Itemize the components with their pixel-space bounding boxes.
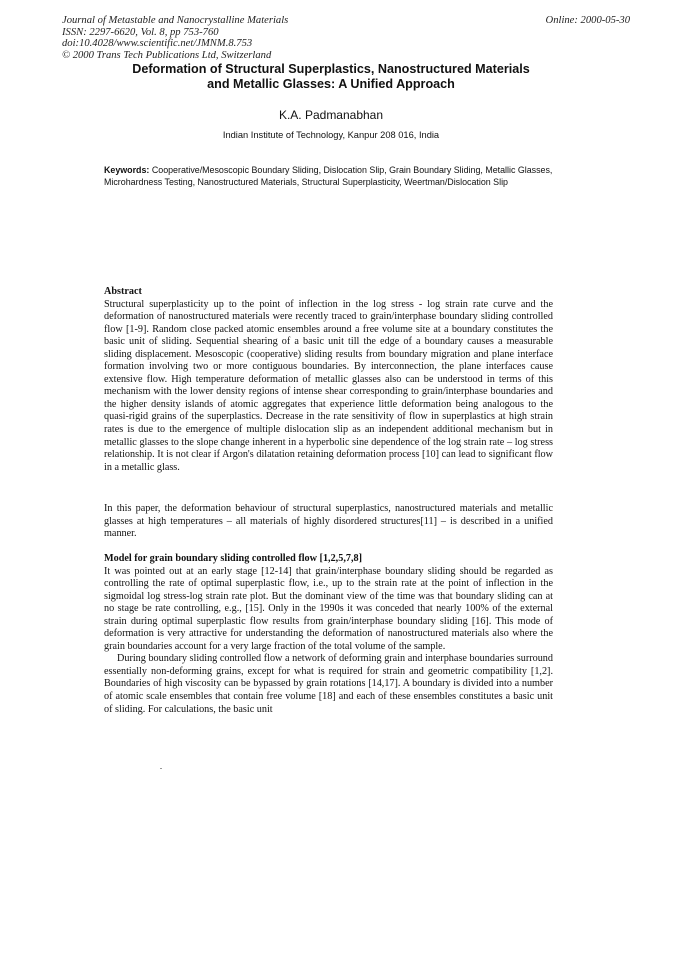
section-paragraph-2: During boundary sliding controlled flow a network of deforming grain and interphase boundaries surround essentially non-deforming grains, except for what is required for strain and geometric compatibility [1,2]. Boundaries of high viscosity can be bypassed by grain rotations [14,17]. A boundary is divided into a number of atomic scale ensembles that contain free volume [18] and each of these ensembles constitutes a basic unit of sliding. For calculations, the basic unit (104, 653, 553, 715)
title-line-2: and Metallic Glasses: A Unified Approach (207, 77, 455, 91)
keywords-text: Cooperative/Mesoscopic Boundary Sliding, Dislocation Slip, Grain Boundary Sliding, Metallic Glasses, Microhardness Testing, Nanostructured Materials, Structural Superplasticity, Weertman/Dislocation Slip (104, 165, 553, 187)
section-paragraph-1: It was pointed out at an early stage [12-14] that grain/interphase boundary sliding should be regarded as controlling the rate of optimal superplastic flow, i.e., up to the strain rate at the point of inflection in the sigmoidal log stress-log strain rate plot. But the dominant view of the time was that boundary sliding can at no stage be rate controlling, e.g., [15]. Only in the 1990s it was conceded that nearly 100% of the external strain during optimal superplastic flow results from grain/interphase boundary sliding [16]. This mode of deformation is very attractive for understanding the deformation of nanostructured materials also where the grain boundaries account for a very large fraction of the total volume of the sample. (104, 565, 553, 652)
affiliation: Indian Institute of Technology, Kanpur 208 016, India (222, 130, 440, 140)
copyright-line: © 2000 Trans Tech Publications Ltd, Switzerland (62, 49, 272, 61)
intro-paragraph: In this paper, the deformation behaviour of structural superplastics, nanostructured materials and metallic glasses at high temperatures – all materials of highly disordered structures[11] – is described in a unified manner. (104, 503, 553, 540)
paper-title (96, 62, 566, 92)
doi-line: doi:10.4028/www.scientific.net/JMNM.8.753 (62, 38, 253, 49)
model-section (104, 553, 553, 716)
online-date: Online: 2000-05-30 (545, 15, 630, 26)
journal-name: Journal of Metastable and Nanocrystalline Materials (62, 15, 289, 26)
abstract-block (104, 286, 553, 474)
keywords-block (104, 165, 554, 188)
issn-line: ISSN: 2297-6620, Vol. 8, pp 753-760 (62, 26, 219, 38)
author-name: K.A. Padmanabhan (278, 108, 384, 122)
abstract-text: Structural superplasticity up to the point of inflection in the log stress - log strain rate curve and the deformation of nanostructured materials were recently traced to grain/interphase boundary sliding controlled flow [1-9]. Random close packed atomic ensembles around a free volume site at a boundary constitutes the basic unit of sliding. Sequential shearing of a basic unit till the edge of a boundary causes a measurable sliding displacement. Mesoscopic (cooperative) sliding results from boundary migration and plane interface formation involving two or more contiguous boundaries. By interconnection, the plane interfaces cause extensive flow. High temperature deformation of metallic glasses also can be understood in terms of this mechanism with the lower density regions of intense shear corresponding to grain/interphase boundaries and the higher density islands of atomic aggregates that experience little deformation being analogous to the quasi-rigid grains of the superplastics. Decrease in the rate sensitivity of flow in superplastics at high strain rates is due to the emergence of multiple dislocation slip as an independent additional mechanism but in metallic glasses to the slope change inherent in a hyperbolic sine dependence of the log strain rate – log stress relationship. It is not clear if Argon's dilatation retaining deformation process [10] can lead to significant flow in a metallic glass. (104, 298, 553, 473)
abstract-heading: Abstract (104, 286, 142, 297)
section-heading: Model for grain boundary sliding controlled flow [1,2,5,7,8] (104, 553, 362, 564)
keywords-label: Keywords: (104, 165, 150, 175)
journal-header (62, 15, 288, 61)
stray-mark (160, 768, 162, 769)
title-line-1: Deformation of Structural Superplastics, Nanostructured Materials (132, 62, 530, 76)
